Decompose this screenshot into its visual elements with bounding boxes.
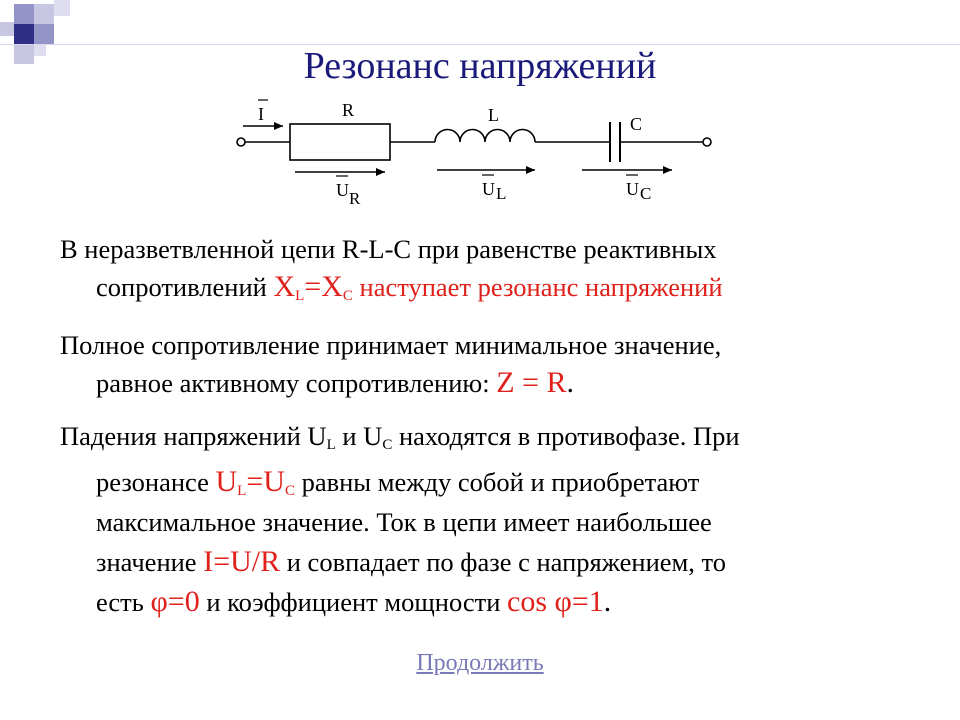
- rlc-circuit-diagram: [225, 92, 725, 217]
- uc-sub: C: [640, 184, 652, 203]
- ul-label: U: [482, 179, 495, 199]
- input-terminal: [237, 138, 245, 146]
- uc-label: U: [626, 179, 639, 199]
- ur-label: U: [336, 180, 349, 200]
- p1-line1: В неразветвленной цепи R-L-C при равенстве реактивных: [60, 234, 717, 264]
- paragraph-impedance: Полное сопротивление принимает минимальное значение, равное активному сопротивлению: Z = R.: [60, 330, 722, 399]
- capacitor-label: C: [630, 114, 643, 134]
- formula-power-factor: cos φ=1: [507, 585, 604, 618]
- paragraph-resonance-condition: В неразветвленной цепи R-L-C при равенстве реактивных сопротивлений $X_L=X_C$ наступает резонанс напряжений: [60, 234, 723, 304]
- formula-z-equals-r: Z = R: [496, 366, 567, 399]
- output-terminal: [703, 138, 711, 146]
- continue-link[interactable]: Продолжить: [416, 650, 544, 676]
- formula-ohm: I=U/R: [203, 545, 281, 578]
- ul-sub: L: [496, 184, 507, 203]
- page-title: Резонанс напряжений: [303, 45, 657, 87]
- paragraph-voltage-drops: Падения напряжений $U_L$ и $U_C$ находятся в противофазе. При резонансе $U_L=U_C$ равны между собой и приобретают максимальное значение. Ток в цепи имеет наибольшее значение I=U/R и совпадает по фазе с напряжением, то есть φ=0 и коэффициент мощности cos φ=1.: [60, 421, 740, 618]
- inductor-label: L: [488, 105, 499, 125]
- resistor-label: R: [342, 100, 355, 120]
- inductor: [435, 130, 535, 143]
- ur-sub: R: [349, 189, 361, 208]
- current-label: I: [258, 104, 264, 124]
- resistor: [290, 124, 390, 160]
